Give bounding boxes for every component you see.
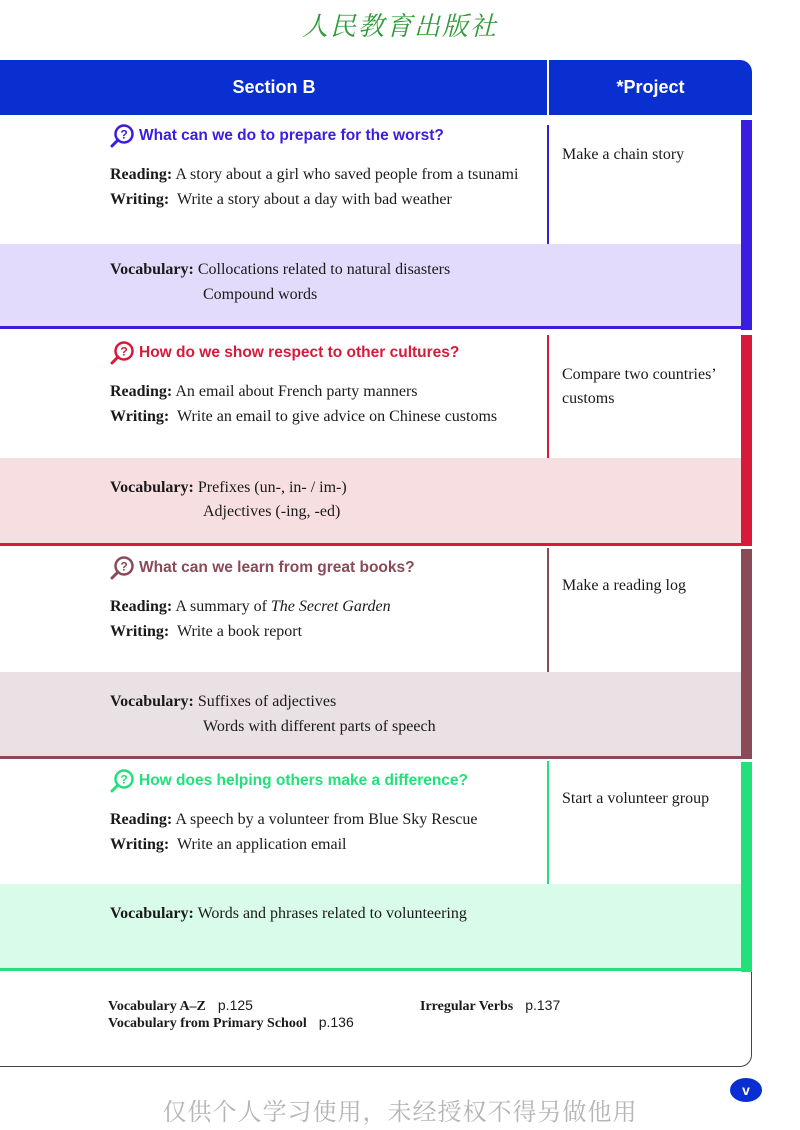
question-text: How does helping others make a difference? <box>139 772 469 789</box>
unit-4-row <box>0 759 752 972</box>
question-heading <box>110 340 459 366</box>
question-heading <box>110 555 415 581</box>
vocabulary-label: Vocabulary: <box>110 261 194 278</box>
unit-3-row <box>0 546 752 759</box>
vocabulary-text: Words and phrases related to volunteering <box>197 905 467 922</box>
irregular-verbs-ref[interactable] <box>420 997 560 1015</box>
section-b-heading: Section B <box>232 77 316 97</box>
reading-label: Reading: <box>110 598 173 615</box>
project-heading: *Project <box>616 77 685 97</box>
vocab-az-ref[interactable] <box>108 997 253 1015</box>
reading-line <box>110 166 518 184</box>
svg-text:?: ? <box>120 127 128 142</box>
project-text: Compare two countries’ customs <box>562 366 716 407</box>
vocabulary-text: Suffixes of adjectives <box>197 693 337 710</box>
writing-text: Write a story about a day with bad weather <box>176 191 452 208</box>
question-text: How do we show respect to other cultures? <box>139 344 460 361</box>
question-magnifier-icon <box>110 768 136 794</box>
question-text: What can we do to prepare for the worst? <box>139 127 444 144</box>
unit-bottom-rule <box>0 968 752 971</box>
vocabulary-text-2: Compound words <box>203 286 318 303</box>
writing-label: Writing: <box>110 623 170 640</box>
book-title: The Secret Garden <box>270 598 391 615</box>
vocab-band <box>0 244 741 326</box>
vocabulary-text-2: Adjectives (-ing, -ed) <box>203 503 341 520</box>
page-number-badge: v <box>730 1078 762 1102</box>
writing-line <box>110 408 497 426</box>
publisher-logo: 人民教育出版社 <box>301 12 498 42</box>
unit-1-row <box>0 115 752 330</box>
irregular-verbs-page: p.137 <box>525 997 561 1013</box>
writing-label: Writing: <box>110 836 170 853</box>
reading-label: Reading: <box>110 811 173 828</box>
vocab-primary-label: Vocabulary from Primary School <box>108 1016 307 1031</box>
vocab-primary-ref[interactable] <box>108 1014 354 1032</box>
vocab-az-page: p.125 <box>217 997 253 1013</box>
writing-line <box>110 836 347 854</box>
writing-label: Writing: <box>110 408 170 425</box>
svg-text:?: ? <box>120 772 128 787</box>
unit-2-row <box>0 330 752 546</box>
vocabulary-text-2: Words with different parts of speech <box>203 718 436 735</box>
vocabulary-line <box>110 693 336 711</box>
writing-line <box>110 623 302 641</box>
vocabulary-label: Vocabulary: <box>110 905 194 922</box>
vocabulary-label: Vocabulary: <box>110 693 194 710</box>
reading-text: A speech by a volunteer from Blue Sky Rescue <box>175 811 478 828</box>
vocabulary-line <box>110 905 467 923</box>
appendix-references <box>0 972 752 1067</box>
vocab-az-label: Vocabulary A–Z <box>108 999 206 1014</box>
unit-color-bar <box>741 762 752 972</box>
question-magnifier-icon <box>110 555 136 581</box>
project-text: Make a chain story <box>562 146 685 163</box>
vocab-band <box>0 458 741 543</box>
unit-bottom-rule <box>0 326 752 329</box>
table-header <box>0 60 752 115</box>
vocabulary-text: Collocations related to natural disasters <box>197 261 451 278</box>
reading-text: A summary of <box>175 598 271 615</box>
writing-line <box>110 191 452 209</box>
column-divider <box>547 125 549 244</box>
unit-color-bar <box>741 120 752 330</box>
reading-label: Reading: <box>110 166 173 183</box>
reading-line <box>110 811 478 829</box>
vocab-primary-page: p.136 <box>318 1014 354 1030</box>
vocab-band <box>0 884 741 968</box>
project-text: Start a volunteer group <box>562 790 710 807</box>
reading-label: Reading: <box>110 383 173 400</box>
question-text: What can we learn from great books? <box>139 559 415 576</box>
irregular-verbs-label: Irregular Verbs <box>420 999 514 1014</box>
writing-text: Write an application email <box>176 836 347 853</box>
unit-color-bar <box>741 549 752 759</box>
writing-text: Write an email to give advice on Chinese customs <box>176 408 498 425</box>
reading-line <box>110 383 418 401</box>
vocabulary-text: Prefixes (un-, in- / im-) <box>197 479 347 496</box>
svg-text:?: ? <box>120 344 128 359</box>
column-divider <box>547 548 549 672</box>
column-divider <box>547 761 549 884</box>
question-heading <box>110 123 444 149</box>
writing-text: Write a book report <box>176 623 303 640</box>
vocabulary-label: Vocabulary: <box>110 479 194 496</box>
svg-text:?: ? <box>120 559 128 574</box>
project-text: Make a reading log <box>562 577 686 594</box>
reading-line <box>110 598 391 616</box>
question-heading <box>110 768 468 794</box>
vocab-band <box>0 672 741 756</box>
reading-text: A story about a girl who saved people from a tsunami <box>175 166 519 183</box>
vocabulary-line <box>110 479 347 497</box>
unit-color-bar <box>741 335 752 546</box>
watermark: 仅供个人学习使用，未经授权不得另做他用 <box>162 1098 638 1126</box>
vocabulary-line <box>110 261 450 279</box>
column-divider <box>547 335 549 458</box>
question-magnifier-icon <box>110 123 136 149</box>
writing-label: Writing: <box>110 191 170 208</box>
reading-text: An email about French party manners <box>175 383 418 400</box>
question-magnifier-icon <box>110 340 136 366</box>
